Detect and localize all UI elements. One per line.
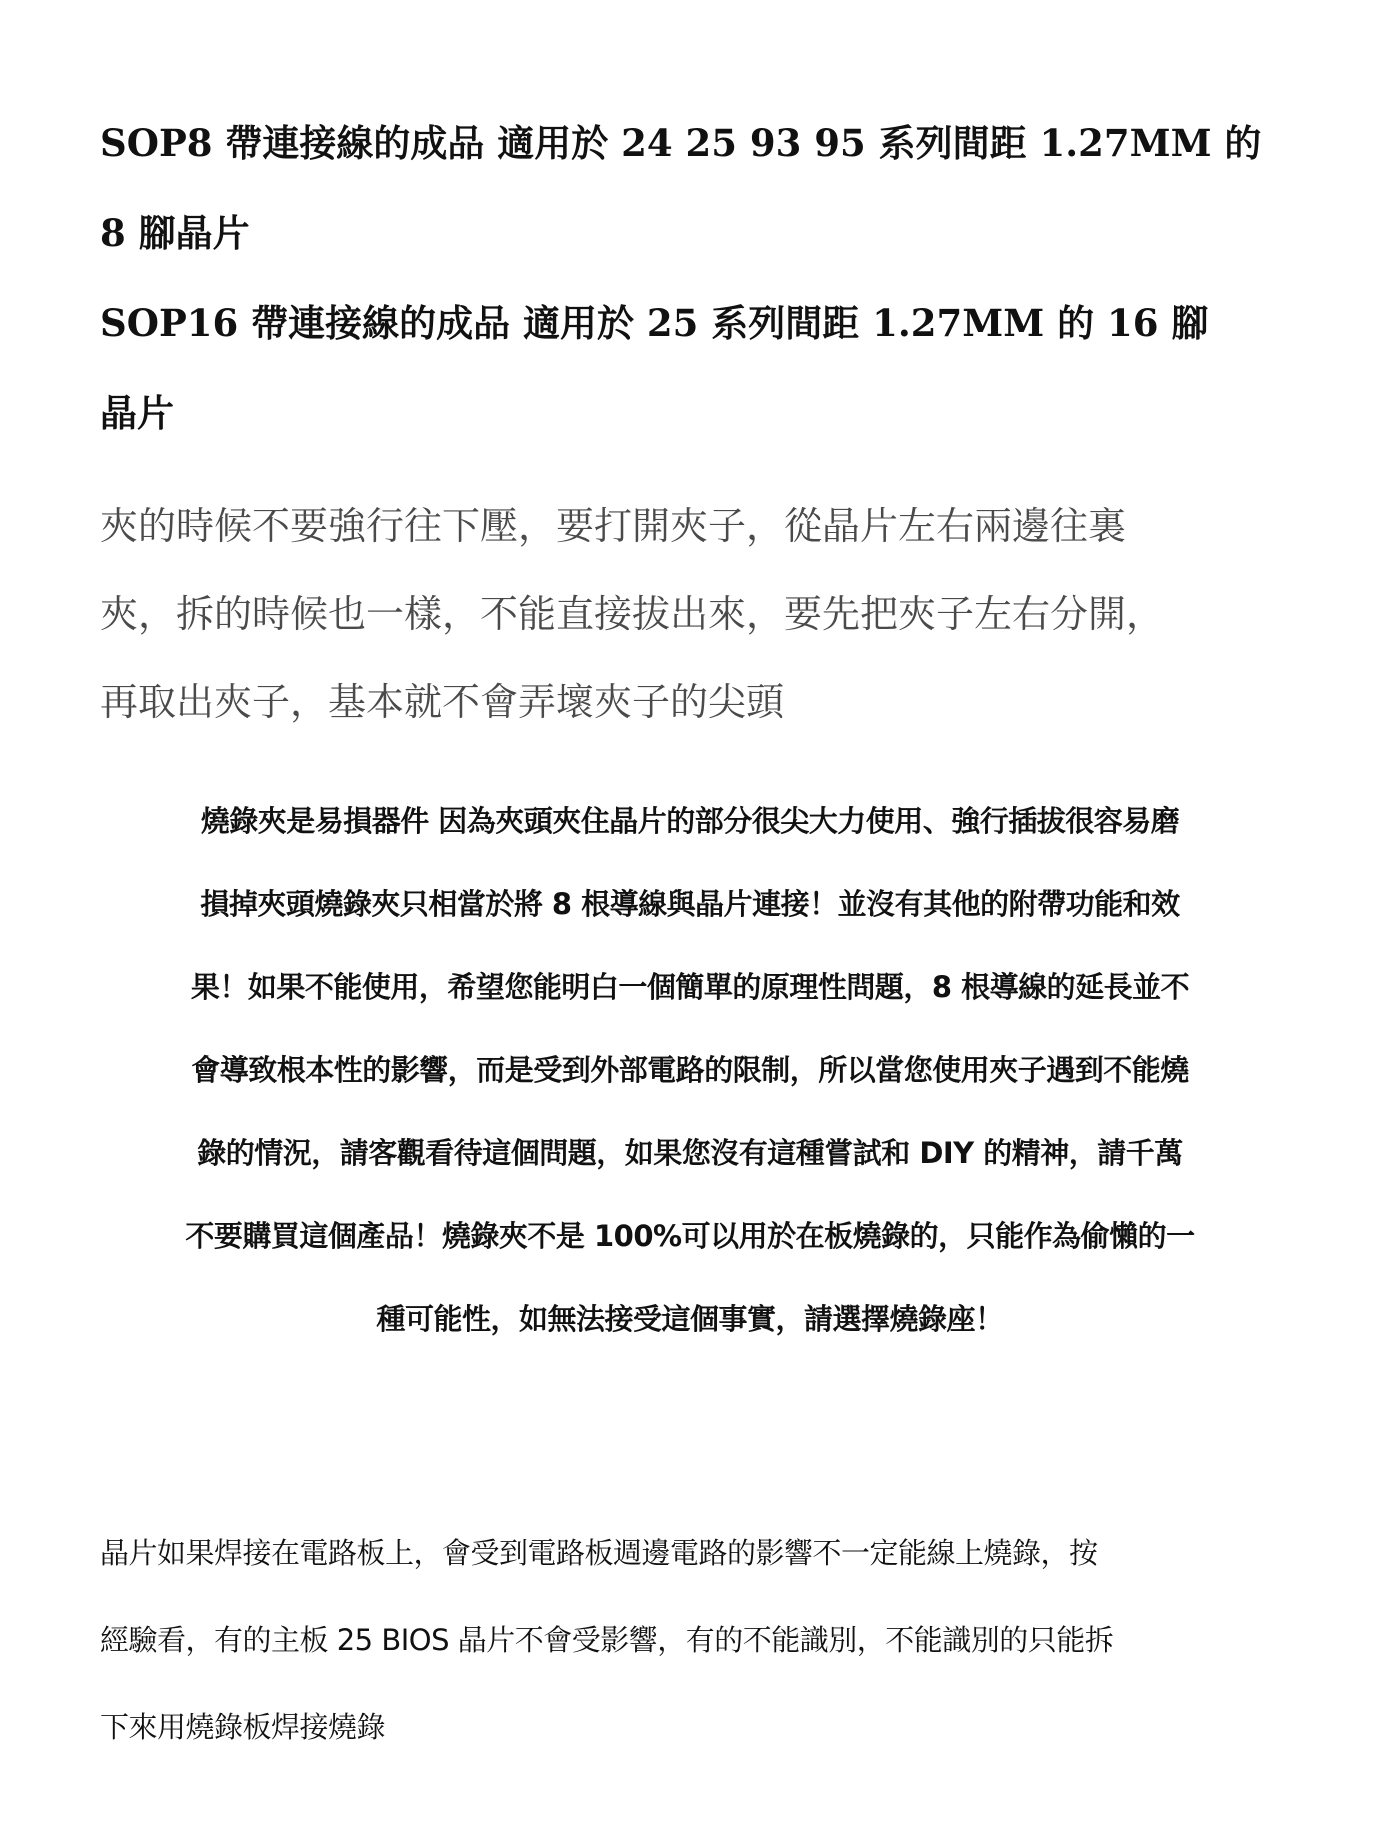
disclaimer-line: 會導致根本性的影響，而是受到外部電路的限制，所以當您使用夾子遇到不能燒 bbox=[191, 1053, 1189, 1087]
disclaimer-line: 損掉夾頭燒錄夾只相當於將 8 根導線與晶片連接！並沒有其他的附帶功能和效 bbox=[200, 887, 1180, 921]
usage-line: 再取出夾子，基本就不會弄壞夾子的尖頭 bbox=[100, 680, 785, 724]
disclaimer-line: 果！如果不能使用，希望您能明白一個簡單的原理性問題，8 根導線的延長並不 bbox=[190, 970, 1190, 1004]
spec-line-sop16: SOP16 帶連接線的成品 適用於 25 系列間距 1.27MM 的 16 腳 bbox=[100, 301, 1209, 345]
disclaimer-paragraph bbox=[100, 780, 1280, 1361]
board-note-line: 經驗看，有的主板 25 BIOS 晶片不會受影響，有的不能識別，不能識別的只能拆 bbox=[100, 1623, 1114, 1657]
usage-line: 夾的時候不要強行往下壓，要打開夾子，從晶片左右兩邊往裏 bbox=[100, 504, 1127, 548]
disclaimer-line: 種可能性，如無法接受這個事實，請選擇燒錄座！ bbox=[376, 1302, 1004, 1336]
disclaimer-line: 不要購買這個產品！燒錄夾不是 100%可以用於在板燒錄的，只能作為偷懶的一 bbox=[185, 1219, 1195, 1253]
disclaimer-line: 燒錄夾是易損器件 因為夾頭夾住晶片的部分很尖大力使用、強行插拔很容易磨 bbox=[200, 804, 1180, 838]
spec-line-sop8-cont: 8 腳晶片 bbox=[100, 211, 250, 255]
usage-line: 夾，拆的時候也一樣，不能直接拔出來，要先把夾子左右分開， bbox=[100, 592, 1165, 636]
usage-instructions bbox=[100, 482, 1280, 746]
board-note-line: 下來用燒錄板焊接燒錄 bbox=[100, 1710, 386, 1744]
board-note-paragraph bbox=[100, 1510, 1280, 1771]
board-note-line: 晶片如果焊接在電路板上，會受到電路板週邊電路的影響不一定能線上燒錄，按 bbox=[100, 1536, 1098, 1570]
spec-section bbox=[100, 98, 1280, 458]
spec-line-sop8: SOP8 帶連接線的成品 適用於 24 25 93 95 系列間距 1.27MM 的 bbox=[100, 121, 1262, 165]
spec-line-sop16-cont: 晶片 bbox=[100, 391, 174, 435]
disclaimer-line: 錄的情況，請客觀看待這個問題，如果您沒有這種嘗試和 DIY 的精神，請千萬 bbox=[197, 1136, 1183, 1170]
